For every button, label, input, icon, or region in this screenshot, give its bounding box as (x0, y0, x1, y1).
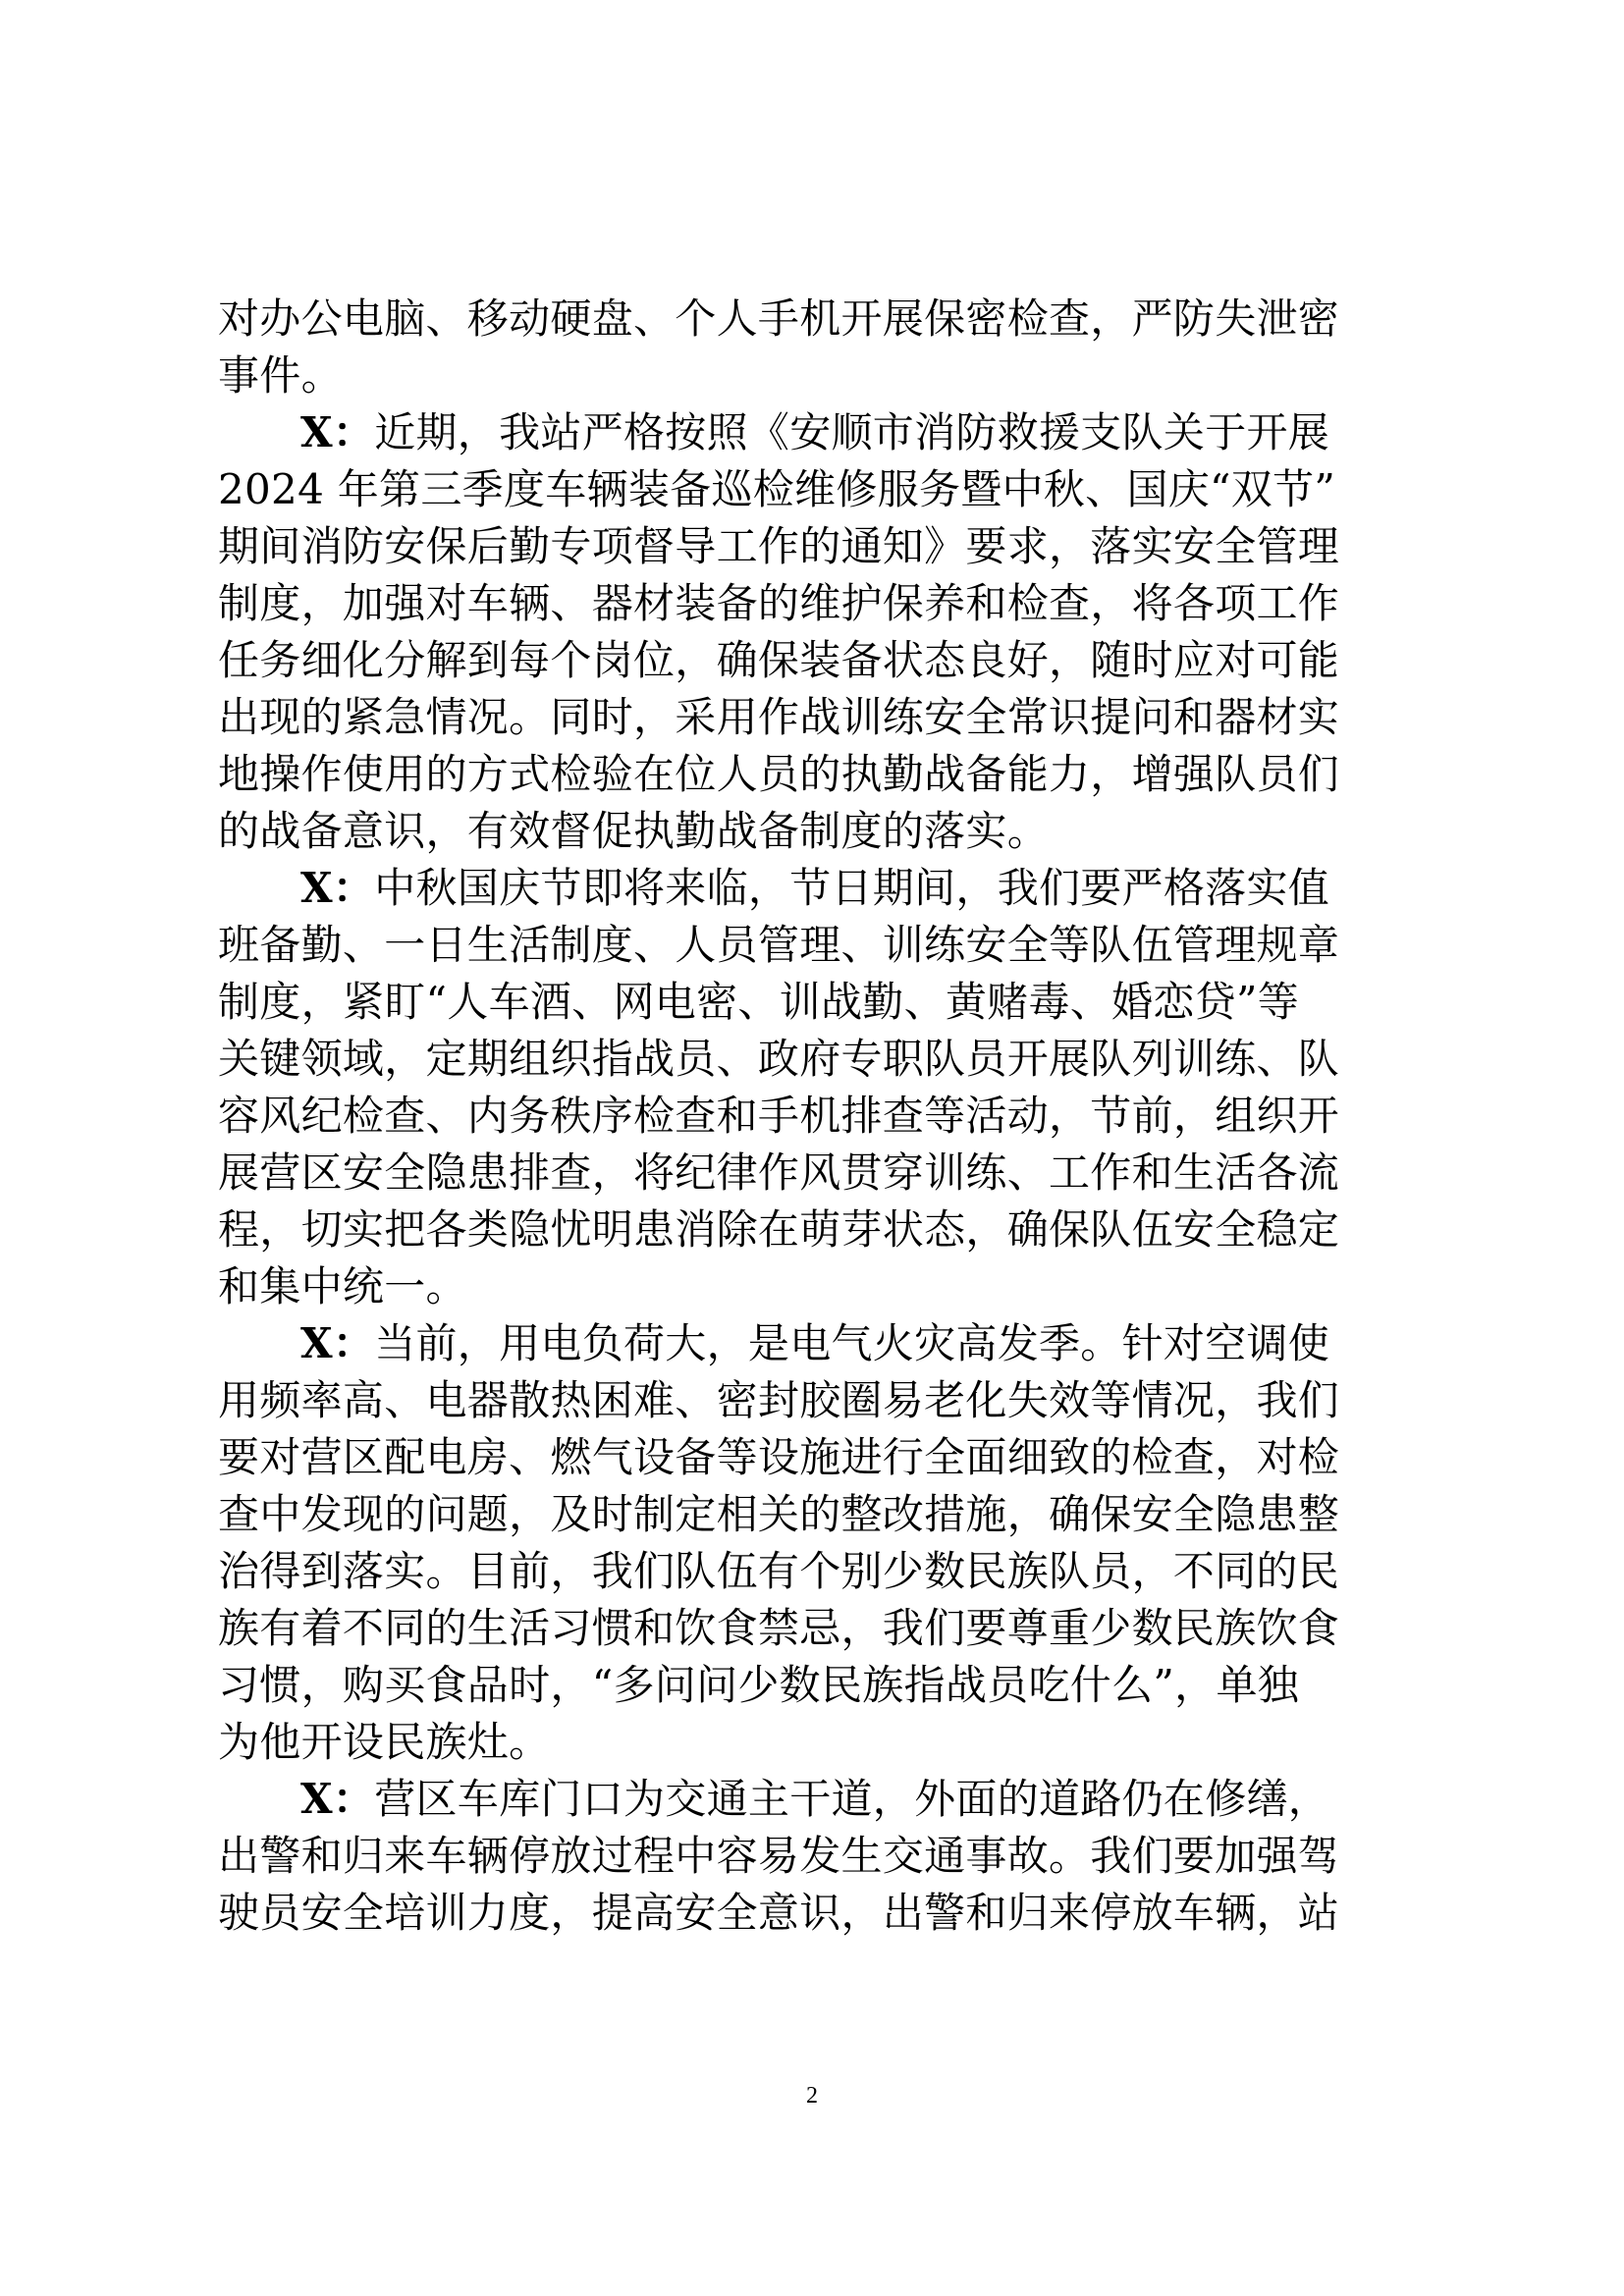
text-line: 班备勤、一日生活制度、人员管理、训练安全等队伍管理规章 (218, 921, 1340, 969)
paragraph-5 (218, 1771, 1418, 1942)
text-line: 期间消防安保后勤专项督导工作的通知》要求，落实安全管理 (218, 522, 1340, 570)
text-line: 和集中统一。 (218, 1262, 467, 1310)
speaker-label: X： (300, 1775, 375, 1823)
document-body (218, 291, 1418, 1942)
text-line: 用频率高、电器散热困难、密封胶圈易老化失效等情况，我们 (218, 1376, 1340, 1424)
text-segment: 当前，用电负荷大，是电气火灾高发季。针对空调使 (374, 1319, 1330, 1367)
text-line: 查中发现的问题，及时制定相关的整改措施，确保安全隐患整 (218, 1490, 1340, 1538)
text-line: 关键领域，定期组织指战员、政府专职队员开展队列训练、队 (218, 1035, 1340, 1083)
text-segment: 中秋国庆节即将来临，节日期间，我们要严格落实值 (374, 864, 1330, 912)
text-line (218, 1315, 1418, 1372)
paragraph-2 (218, 404, 1418, 860)
text-line: 制度，紧盯“人车酒、网电密、训战勤、黄赌毒、婚恋贷”等 (218, 978, 1300, 1026)
text-line: 的战备意识，有效督促执勤战备制度的落实。 (218, 807, 1050, 855)
paragraph-3 (218, 860, 1418, 1315)
text-line (218, 404, 1418, 461)
text-line (218, 1771, 1418, 1828)
paragraph-1 (218, 291, 1418, 404)
text-line: 出警和归来车辆停放过程中容易发生交通事故。我们要加强驾 (218, 1832, 1340, 1880)
speaker-label: X： (300, 864, 375, 912)
text-line: 任务细化分解到每个岗位，确保装备状态良好，随时应对可能 (218, 636, 1340, 684)
text-segment: 近期，我站严格按照《安顺市消防救援支队关于开展 (374, 408, 1330, 456)
text-line: 展营区安全隐患排查，将纪律作风贯穿训练、工作和生活各流 (218, 1148, 1340, 1197)
text-line (218, 860, 1418, 917)
paragraph-4 (218, 1315, 1418, 1771)
text-line: 事件。 (218, 351, 343, 400)
page-number: 2 (806, 2083, 818, 2109)
text-line: 地操作使用的方式检验在位人员的执勤战备能力，增强队员们 (218, 750, 1340, 798)
text-line: 2024 年第三季度车辆装备巡检维修服务暨中秋、国庆“双节” (218, 465, 1336, 513)
text-line: 制度，加强对车辆、器材装备的维护保养和检查，将各项工作 (218, 579, 1340, 627)
text-line: 为他开设民族灶。 (218, 1718, 551, 1766)
text-line: 习惯，购买食品时，“多问问少数民族指战员吃什么”，单独 (218, 1661, 1300, 1709)
text-line: 出现的紧急情况。同时，采用作战训练安全常识提问和器材实 (218, 693, 1340, 741)
speaker-label: X： (300, 1319, 375, 1367)
text-line: 容风纪检查、内务秩序检查和手机排查等活动，节前，组织开 (218, 1092, 1340, 1140)
text-line: 对办公电脑、移动硬盘、个人手机开展保密检查，严防失泄密 (218, 294, 1340, 343)
text-line: 程，切实把各类隐忧明患消除在萌芽状态，确保队伍安全稳定 (218, 1205, 1340, 1254)
text-segment: 营区车库门口为交通主干道，外面的道路仍在修缮， (374, 1775, 1330, 1823)
speaker-label: X： (300, 408, 375, 456)
text-line: 要对营区配电房、燃气设备等设施进行全面细致的检查，对检 (218, 1433, 1340, 1481)
text-line: 驶员安全培训力度，提高安全意识，出警和归来停放车辆，站 (218, 1889, 1340, 1937)
text-line: 治得到落实。目前，我们队伍有个别少数民族队员，不同的民 (218, 1547, 1340, 1595)
text-line: 族有着不同的生活习惯和饮食禁忌，我们要尊重少数民族饮食 (218, 1604, 1340, 1652)
